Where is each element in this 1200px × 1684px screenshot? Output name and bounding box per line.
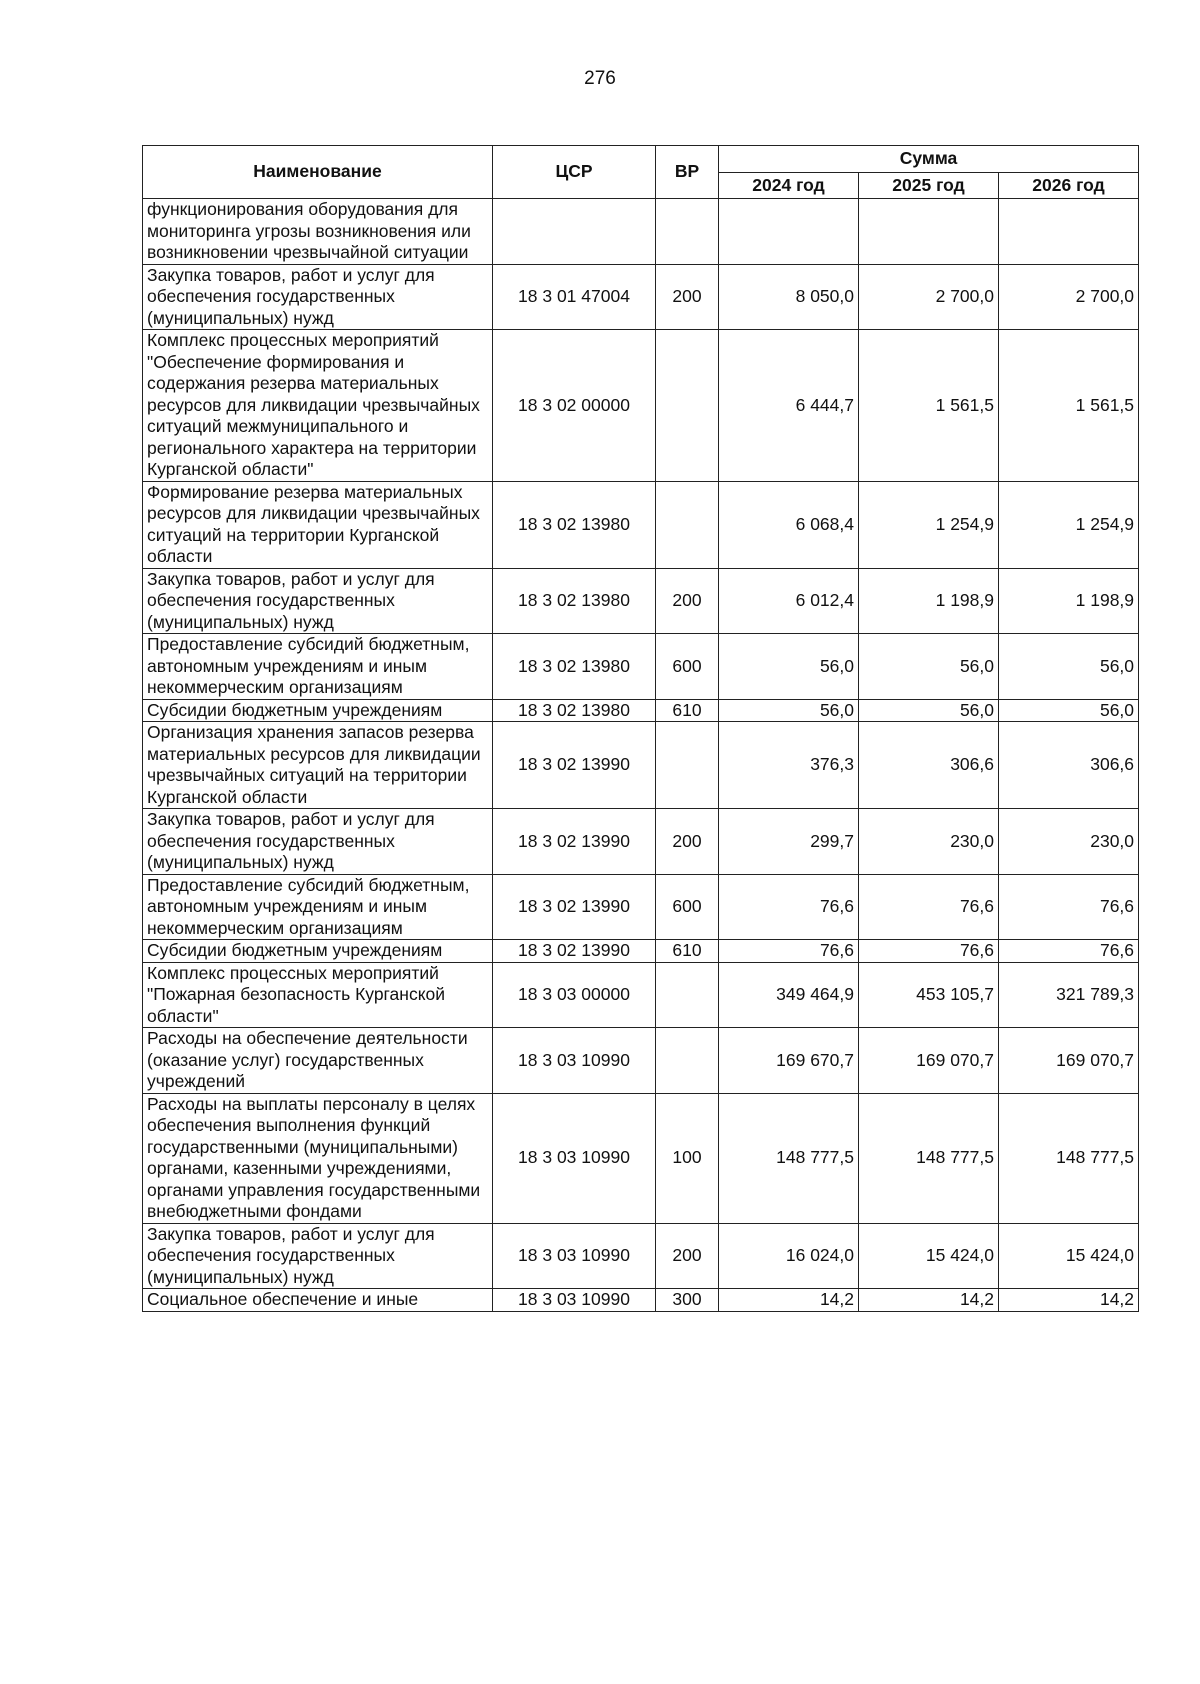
row-csr: 18 3 02 13980 [493,699,656,722]
row-amount-2024: 76,6 [719,940,859,963]
row-vr [656,962,719,1028]
row-amount-2024: 349 464,9 [719,962,859,1028]
row-csr: 18 3 02 13980 [493,634,656,700]
row-vr: 100 [656,1093,719,1223]
row-amount-2024: 169 670,7 [719,1028,859,1094]
row-amount-2026: 148 777,5 [999,1093,1139,1223]
header-year-2024: 2024 год [719,172,859,199]
row-amount-2025: 56,0 [859,634,999,700]
header-year-2026: 2026 год [999,172,1139,199]
row-amount-2024: 16 024,0 [719,1223,859,1289]
row-amount-2024: 6 068,4 [719,481,859,568]
row-amount-2026: 230,0 [999,809,1139,875]
row-vr: 200 [656,264,719,330]
table-row [143,699,1139,722]
row-csr: 18 3 03 00000 [493,962,656,1028]
header-sum: Сумма [719,146,1139,173]
row-amount-2026: 15 424,0 [999,1223,1139,1289]
row-amount-2025: 15 424,0 [859,1223,999,1289]
row-amount-2026: 76,6 [999,874,1139,940]
row-name: Субсидии бюджетным учреждениям [143,699,493,722]
row-amount-2026: 306,6 [999,722,1139,809]
row-amount-2024 [719,199,859,265]
row-csr: 18 3 02 13980 [493,568,656,634]
table-row [143,940,1139,963]
row-name: Закупка товаров, работ и услуг для обеспечения государственных (муниципальных) нужд [143,809,493,875]
row-amount-2026: 56,0 [999,634,1139,700]
row-csr: 18 3 02 13990 [493,809,656,875]
row-vr: 610 [656,940,719,963]
row-csr: 18 3 02 00000 [493,330,656,482]
row-csr: 18 3 01 47004 [493,264,656,330]
row-vr: 300 [656,1289,719,1312]
header-name: Наименование [143,146,493,199]
row-name: Закупка товаров, работ и услуг для обеспечения государственных (муниципальных) нужд [143,568,493,634]
table-row [143,634,1139,700]
row-name: Формирование резерва материальных ресурсов для ликвидации чрезвычайных ситуаций на территории Курганской области [143,481,493,568]
row-csr [493,199,656,265]
row-amount-2024: 6 444,7 [719,330,859,482]
row-csr: 18 3 03 10990 [493,1028,656,1094]
row-vr [656,1028,719,1094]
table-row [143,481,1139,568]
row-amount-2025: 56,0 [859,699,999,722]
table-header [143,146,1139,199]
row-vr [656,481,719,568]
row-amount-2025: 14,2 [859,1289,999,1312]
row-csr: 18 3 02 13980 [493,481,656,568]
row-amount-2025: 2 700,0 [859,264,999,330]
row-amount-2026: 321 789,3 [999,962,1139,1028]
row-amount-2025: 306,6 [859,722,999,809]
page-number: 276 [584,68,616,89]
table-row [143,568,1139,634]
table-row [143,962,1139,1028]
row-amount-2026: 56,0 [999,699,1139,722]
header-csr: ЦСР [493,146,656,199]
table-row [143,1093,1139,1223]
table-body [143,199,1139,1312]
table-row [143,330,1139,482]
row-amount-2026: 14,2 [999,1289,1139,1312]
row-amount-2026: 1 561,5 [999,330,1139,482]
row-vr [656,199,719,265]
row-amount-2024: 76,6 [719,874,859,940]
row-vr: 600 [656,634,719,700]
row-name: Закупка товаров, работ и услуг для обеспечения государственных (муниципальных) нужд [143,1223,493,1289]
row-name: Расходы на обеспечение деятельности (оказание услуг) государственных учреждений [143,1028,493,1094]
row-vr: 610 [656,699,719,722]
row-amount-2025: 76,6 [859,940,999,963]
row-amount-2024: 14,2 [719,1289,859,1312]
row-name: функционирования оборудования для мониторинга угрозы возникновения или возникновении чрезвычайной ситуации [143,199,493,265]
row-amount-2026: 169 070,7 [999,1028,1139,1094]
row-vr: 600 [656,874,719,940]
row-amount-2025: 230,0 [859,809,999,875]
budget-table [142,145,1139,1312]
row-name: Предоставление субсидий бюджетным, автономным учреждениям и иным некоммерческим организациям [143,634,493,700]
row-amount-2024: 6 012,4 [719,568,859,634]
row-amount-2024: 56,0 [719,634,859,700]
row-name: Организация хранения запасов резерва материальных ресурсов для ликвидации чрезвычайных ситуаций на территории Курганской области [143,722,493,809]
row-amount-2025: 453 105,7 [859,962,999,1028]
row-amount-2025: 169 070,7 [859,1028,999,1094]
table-row [143,1223,1139,1289]
row-csr: 18 3 02 13990 [493,874,656,940]
row-csr: 18 3 03 10990 [493,1093,656,1223]
row-vr: 200 [656,809,719,875]
row-amount-2025: 1 254,9 [859,481,999,568]
row-amount-2025: 1 561,5 [859,330,999,482]
row-name: Предоставление субсидий бюджетным, автономным учреждениям и иным некоммерческим организациям [143,874,493,940]
row-name: Расходы на выплаты персоналу в целях обеспечения выполнения функций государственными (муниципальными) органами, казенными учреждениями, органами управления государственными внебюджетными фондами [143,1093,493,1223]
row-csr: 18 3 03 10990 [493,1289,656,1312]
row-amount-2025: 148 777,5 [859,1093,999,1223]
row-amount-2025 [859,199,999,265]
row-csr: 18 3 03 10990 [493,1223,656,1289]
row-amount-2024: 148 777,5 [719,1093,859,1223]
table-row [143,1289,1139,1312]
table-row [143,722,1139,809]
row-vr [656,722,719,809]
row-amount-2026: 1 254,9 [999,481,1139,568]
row-csr: 18 3 02 13990 [493,940,656,963]
row-amount-2024: 8 050,0 [719,264,859,330]
row-vr [656,330,719,482]
row-amount-2024: 299,7 [719,809,859,875]
row-amount-2026: 1 198,9 [999,568,1139,634]
row-name: Закупка товаров, работ и услуг для обеспечения государственных (муниципальных) нужд [143,264,493,330]
row-vr: 200 [656,1223,719,1289]
row-amount-2026: 2 700,0 [999,264,1139,330]
table-row [143,809,1139,875]
row-amount-2025: 1 198,9 [859,568,999,634]
row-name: Комплекс процессных мероприятий "Пожарная безопасность Курганской области" [143,962,493,1028]
header-vr: ВР [656,146,719,199]
table-row [143,874,1139,940]
row-vr: 200 [656,568,719,634]
row-amount-2024: 56,0 [719,699,859,722]
row-amount-2024: 376,3 [719,722,859,809]
row-amount-2026 [999,199,1139,265]
row-amount-2026: 76,6 [999,940,1139,963]
table-row [143,199,1139,265]
row-name: Социальное обеспечение и иные [143,1289,493,1312]
row-amount-2025: 76,6 [859,874,999,940]
header-year-2025: 2025 год [859,172,999,199]
row-csr: 18 3 02 13990 [493,722,656,809]
table-row [143,1028,1139,1094]
row-name: Субсидии бюджетным учреждениям [143,940,493,963]
row-name: Комплекс процессных мероприятий "Обеспечение формирования и содержания резерва материальных ресурсов для ликвидации чрезвычайных ситуаций межмуниципального и регионального характера на территории Курганской области" [143,330,493,482]
table-row [143,264,1139,330]
